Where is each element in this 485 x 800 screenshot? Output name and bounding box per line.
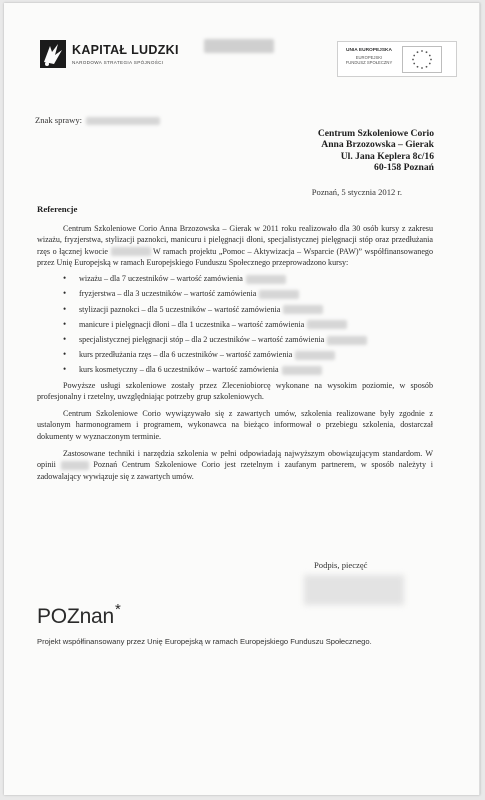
signature-label: Podpis, pieczęć <box>314 560 368 570</box>
letter-date: Poznań, 5 stycznia 2012 r. <box>311 187 402 197</box>
quality-paragraph: Powyższe usługi szkoleniowe zostały przez Zleceniobiorcę wykonane na wysokim poziomie, w sposób profesjonalny i rzetelny, uwzględniając potrzeby grup szkoleniowych. <box>37 380 433 401</box>
list-item <box>63 347 433 362</box>
eu-subtitle-1: EUROPEJSKI <box>355 55 383 60</box>
course-text: kurs kosmetyczny – dla 6 uczestników – wartość zamówienia <box>79 365 279 375</box>
list-item <box>63 317 433 332</box>
compliance-paragraph: Centrum Szkoleniowe Corio wywiązywało się z zawartych umów, szkolenia realizowane były zgodnie z ustalonym harmonogramem i programem, wykonawca na bieżąco informował o przebiegu szkolenia, dostarczał dokumenty w wyznaczonym terminie. <box>37 409 433 441</box>
poznan-logo-text: POZnan <box>37 605 115 628</box>
opinion-part1: Zastosowane techniki i narzędzia szkolenia w pełni odpowiadają najwyższym obowiązującym standardom. W opinii <box>37 448 433 470</box>
eu-flag-icon <box>402 46 442 73</box>
letter-title: Referencje <box>37 204 78 214</box>
redacted-signature <box>304 575 404 605</box>
list-item <box>63 286 433 301</box>
course-text: manicure i pielęgnacji dłoni – dla 1 uczestnika – wartość zamówienia <box>79 319 305 329</box>
letter-body <box>37 223 433 482</box>
redacted-amount <box>259 290 299 299</box>
redacted-amount <box>283 305 323 314</box>
list-item <box>63 332 433 347</box>
intro-paragraph <box>37 223 433 268</box>
case-reference <box>35 115 160 125</box>
eu-subtitle <box>341 55 397 65</box>
logo-subtitle: NARODOWA STRATEGIA SPÓJNOŚCI <box>72 60 164 65</box>
case-reference-label: Znak sprawy: <box>35 115 83 125</box>
list-item <box>63 362 433 377</box>
poznan-logo <box>37 601 121 629</box>
list-item <box>63 302 433 317</box>
opinion-paragraph <box>37 448 433 482</box>
intro-part1: Centrum Szkoleniowe Corio Anna Brzozowska – Gierak w 2011 roku realizowało dla 30 osób kursy z zakresu wizażu, fryzjerstwa, stylizacji paznokci, manicuru i pielęgnacji dłoni, specjalistycznej pielęgnacji stóp oraz przedłużania rzęs o łącznej kwocie <box>37 224 433 256</box>
redacted-amount <box>327 336 367 345</box>
course-list <box>63 271 433 377</box>
recipient-name: Centrum Szkoleniowe Corio <box>317 128 434 139</box>
course-text: wizażu – dla 7 uczestników – wartość zamówienia <box>79 274 243 284</box>
list-item <box>63 271 433 286</box>
course-text: stylizacji paznokci – dla 5 uczestników – wartość zamówienia <box>79 304 281 314</box>
intro-part2: W ramach projektu „Pomoc – Aktywizacja – Wsparcie (PAW)” współfinansowanego przez Unię Europejską w ramach Europejskiego Funduszu Społecznego przeprowadzono kursy: <box>37 246 434 267</box>
course-text: fryzjerstwa – dla 3 uczestników – wartość zamówienia <box>79 289 257 299</box>
page-edge <box>479 3 480 795</box>
recipient-city: 60-158 Poznań <box>374 162 434 174</box>
footer-note: Projekt współfinansowany przez Unię Europejską w ramach Europejskiego Funduszu Społecznego. <box>37 637 372 646</box>
course-text: kurs przedłużania rzęs – dla 6 uczestników – wartość zamówienia <box>79 350 293 360</box>
logo-title: KAPITAŁ LUDZKI <box>72 43 179 57</box>
recipient-address <box>318 128 434 174</box>
redacted-amount <box>295 351 335 360</box>
letter-page <box>4 3 480 795</box>
redacted-amount <box>307 320 347 329</box>
eu-logo-box <box>337 41 457 77</box>
redacted-amount <box>246 275 286 284</box>
opinion-part2: Poznań Centrum Szkoleniowe Corio jest rzetelnym i zaufanym partnerem, w sposób należyty i zadowalający wywiązuje się z zawartych umów. <box>37 460 434 481</box>
redacted-organization <box>61 461 89 470</box>
poznan-star-icon: * <box>115 601 121 618</box>
redacted-amount <box>282 366 322 375</box>
course-text: specjalistycznej pielęgnacji stóp – dla 2 uczestników – wartość zamówienia <box>79 334 325 344</box>
redacted-case-number <box>86 117 160 125</box>
redacted-total-amount <box>111 247 151 256</box>
redacted-header <box>204 39 274 53</box>
recipient-owner: Anna Brzozowska – Gierak <box>321 139 434 151</box>
eu-title: UNIA EUROPEJSKA <box>346 48 392 53</box>
eu-subtitle-2: FUNDUSZ SPOŁECZNY <box>345 60 393 65</box>
recipient-street: Ul. Jana Keplera 8c/16 <box>340 150 434 162</box>
kapital-ludzki-logo-icon <box>38 38 68 70</box>
